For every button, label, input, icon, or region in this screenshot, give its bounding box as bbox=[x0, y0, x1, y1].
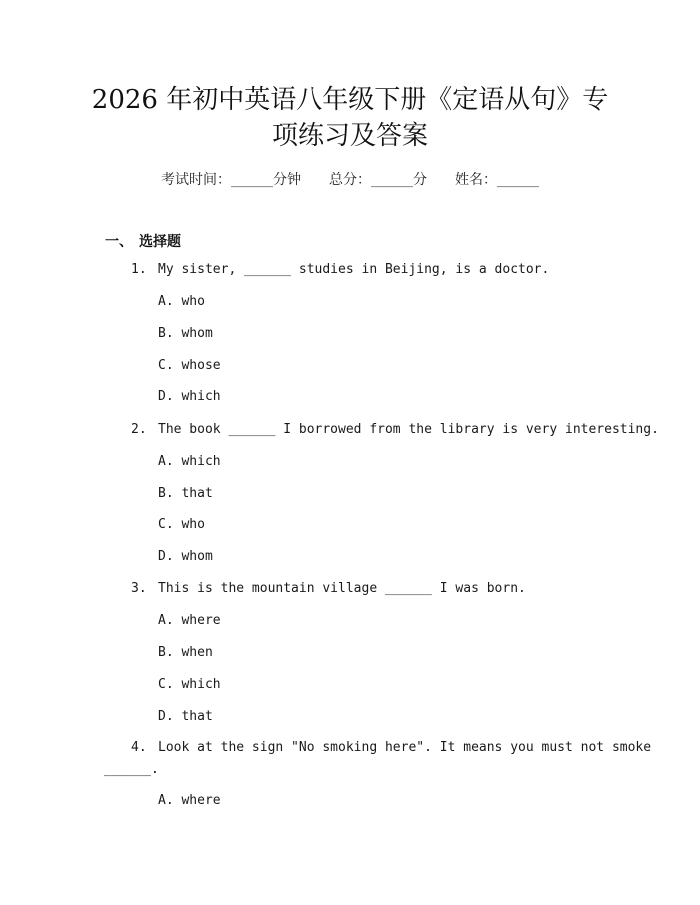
q2-option-c: C. who bbox=[158, 517, 205, 532]
question-3 bbox=[131, 581, 526, 596]
student-name: 姓名：______ bbox=[455, 172, 539, 188]
question-4 bbox=[131, 740, 651, 755]
q2-option-d: D. whom bbox=[158, 549, 213, 564]
document-title-line-1: 2026 年初中英语八年级下册《定语从句》专 bbox=[91, 85, 609, 115]
q4-option-a: A. where bbox=[158, 793, 221, 808]
question-1 bbox=[131, 262, 549, 277]
question-text: The book ______ I borrowed from the library is very interesting. bbox=[158, 422, 659, 437]
q1-option-d: D. which bbox=[158, 389, 221, 404]
q3-option-b: B. when bbox=[158, 645, 213, 660]
section-heading bbox=[105, 231, 181, 251]
question-text: Look at the sign "No smoking here". It means you must not smoke bbox=[158, 740, 652, 755]
document-title-line-2: 项练习及答案 bbox=[271, 121, 428, 151]
q3-option-a: A. where bbox=[158, 613, 221, 628]
section-title: 选择题 bbox=[139, 234, 181, 250]
question-4-continuation: ______. bbox=[104, 762, 159, 777]
question-number: 2. bbox=[131, 422, 147, 437]
total-score: 总分：______分 bbox=[329, 172, 427, 188]
section-number: 一、 bbox=[105, 234, 133, 250]
question-number: 4. bbox=[131, 740, 147, 755]
q2-option-b: B. that bbox=[158, 486, 213, 501]
question-number: 1. bbox=[131, 262, 147, 277]
exam-meta bbox=[0, 169, 700, 189]
q3-option-d: D. that bbox=[158, 709, 213, 724]
q1-option-c: C. whose bbox=[158, 358, 221, 373]
q1-option-a: A. who bbox=[158, 294, 205, 309]
question-text: This is the mountain village ______ I was born. bbox=[158, 581, 526, 596]
q2-option-a: A. which bbox=[158, 454, 221, 469]
question-number: 3. bbox=[131, 581, 147, 596]
exam-time: 考试时间：______分钟 bbox=[161, 172, 301, 188]
q3-option-c: C. which bbox=[158, 677, 221, 692]
q1-option-b: B. whom bbox=[158, 326, 213, 341]
question-text: My sister, ______ studies in Beijing, is a doctor. bbox=[158, 262, 550, 277]
question-2 bbox=[131, 422, 659, 437]
